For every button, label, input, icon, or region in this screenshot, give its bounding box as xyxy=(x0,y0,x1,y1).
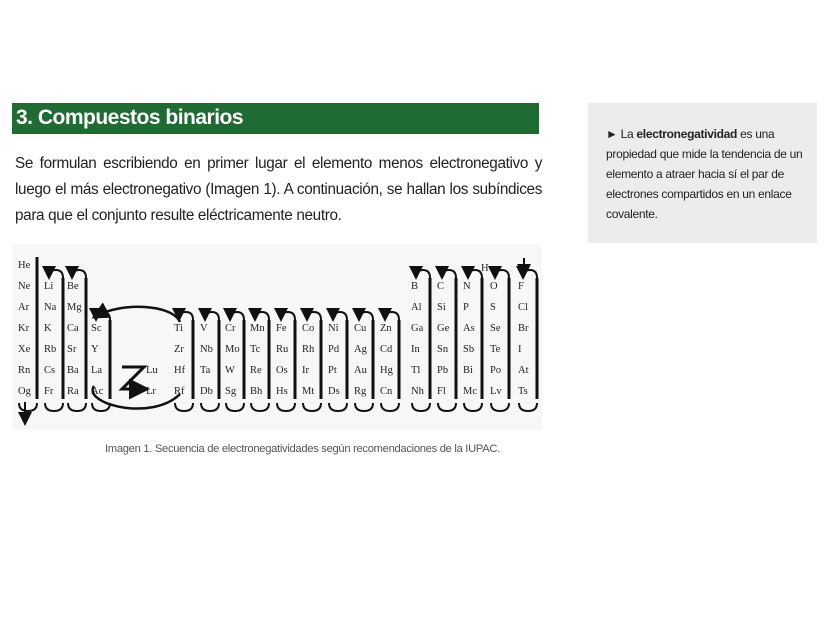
element-mo: Mo xyxy=(225,344,240,355)
sidebar-note xyxy=(588,103,817,243)
element-ru: Ru xyxy=(276,344,289,355)
element-re: Re xyxy=(250,365,262,376)
element-cl: Cl xyxy=(518,302,528,313)
element-rn: Rn xyxy=(18,365,31,376)
u-turn-arrow-icon xyxy=(412,403,430,411)
element-cn: Cn xyxy=(380,386,393,397)
u-turn-arrow-icon xyxy=(45,403,63,411)
element-o: O xyxy=(490,281,498,292)
u-turn-arrow-icon xyxy=(226,403,244,411)
u-turn-arrow-icon xyxy=(491,403,509,411)
curved-arrow-icon xyxy=(385,312,399,320)
curved-arrow-icon xyxy=(442,270,456,278)
sidebar-before: La xyxy=(620,127,637,141)
curved-arrow-icon xyxy=(230,312,244,320)
element-sn: Sn xyxy=(437,344,449,355)
element-mt: Mt xyxy=(302,386,315,397)
element-at: At xyxy=(518,365,529,376)
element-xe: Xe xyxy=(18,344,31,355)
curved-arrow-icon xyxy=(72,270,86,278)
element-rb: Rb xyxy=(44,344,57,355)
curved-arrow-icon xyxy=(495,270,509,278)
element-og: Og xyxy=(18,386,31,397)
element-ac: Ac xyxy=(91,386,104,397)
element-db: Db xyxy=(200,386,213,397)
element-f: F xyxy=(518,281,524,292)
element-zr: Zr xyxy=(174,344,184,355)
element-b: B xyxy=(411,281,419,292)
element-in: In xyxy=(411,344,420,355)
element-hf: Hf xyxy=(174,365,186,376)
element-cr: Cr xyxy=(225,323,236,334)
section-title: 3. Compuestos binarios xyxy=(16,106,244,129)
element-la: La xyxy=(91,365,103,376)
element-ca: Ca xyxy=(67,323,79,334)
element-pt: Pt xyxy=(328,365,337,376)
element-bh: Bh xyxy=(250,386,263,397)
u-turn-arrow-icon xyxy=(381,403,399,411)
element-lr: Lr xyxy=(146,386,156,397)
curved-arrow-icon xyxy=(255,312,269,320)
u-turn-arrow-icon xyxy=(464,403,482,411)
element-sc: Sc xyxy=(91,323,102,334)
element-co: Co xyxy=(302,323,315,334)
element-li: Li xyxy=(44,281,54,292)
element-te: Te xyxy=(490,344,501,355)
element-nb: Nb xyxy=(200,344,213,355)
element-i: I xyxy=(518,344,522,355)
element-ni: Ni xyxy=(328,323,339,334)
element-n: N xyxy=(463,281,471,292)
element-h: H xyxy=(481,263,489,274)
element-k: K xyxy=(44,323,52,334)
curved-arrow-icon xyxy=(468,270,482,278)
element-mc: Mc xyxy=(463,386,477,397)
element-fe: Fe xyxy=(276,323,287,334)
curved-arrow-icon xyxy=(307,312,321,320)
element-as: As xyxy=(463,323,475,334)
element-hs: Hs xyxy=(276,386,288,397)
intro-paragraph: Se formulan escribiendo en primer lugar el elemento menos electronegativo y luego el más electronegativo (Imagen 1). A continuación, se hallan los subíndices para que el conjunto resulte eléctricamente neutro. xyxy=(15,155,542,224)
curved-arrow-icon xyxy=(333,312,347,320)
element-ra: Ra xyxy=(67,386,79,397)
u-turn-arrow-icon xyxy=(355,403,373,411)
u-turn-arrow-icon xyxy=(251,403,269,411)
element-ir: Ir xyxy=(302,365,309,376)
curved-arrow-icon xyxy=(523,270,537,278)
element-bi: Bi xyxy=(463,365,473,376)
u-turn-arrow-icon xyxy=(201,403,219,411)
element-pb: Pb xyxy=(437,365,449,376)
element-cu: Cu xyxy=(354,323,367,334)
element-ga: Ga xyxy=(411,323,424,334)
element-c: C xyxy=(437,281,445,292)
element-ts: Ts xyxy=(518,386,528,397)
element-ta: Ta xyxy=(200,365,211,376)
u-turn-arrow-icon xyxy=(175,403,193,411)
element-mg: Mg xyxy=(67,302,82,313)
element-os: Os xyxy=(276,365,288,376)
zigzag-arrow-icon xyxy=(122,367,144,389)
curved-arrow-icon xyxy=(281,312,295,320)
curved-arrow-icon xyxy=(179,312,193,320)
element-s: S xyxy=(490,302,496,313)
u-turn-arrow-icon xyxy=(438,403,456,411)
element-ne: Ne xyxy=(18,281,31,292)
element-be: Be xyxy=(67,281,79,292)
element-se: Se xyxy=(490,323,501,334)
element-sg: Sg xyxy=(225,386,237,397)
element-nh: Nh xyxy=(411,386,424,397)
u-turn-arrow-icon xyxy=(68,403,86,411)
element-tl: Tl xyxy=(411,365,421,376)
u-turn-arrow-icon xyxy=(277,403,295,411)
element-fr: Fr xyxy=(44,386,54,397)
element-na: Na xyxy=(44,302,57,313)
element-ge: Ge xyxy=(437,323,450,334)
element-ba: Ba xyxy=(67,365,79,376)
u-turn-arrow-icon xyxy=(303,403,321,411)
element-pd: Pd xyxy=(328,344,340,355)
section-header xyxy=(12,103,539,134)
element-br: Br xyxy=(518,323,529,334)
element-ar: Ar xyxy=(18,302,30,313)
u-turn-arrow-icon xyxy=(329,403,347,411)
curved-arrow-icon xyxy=(416,270,430,278)
element-cs: Cs xyxy=(44,365,56,376)
sidebar-text xyxy=(606,124,806,224)
element-sb: Sb xyxy=(463,344,475,355)
element-rf: Rf xyxy=(174,386,185,397)
element-ti: Ti xyxy=(174,323,183,334)
element-au: Au xyxy=(354,365,367,376)
element-ds: Ds xyxy=(328,386,340,397)
element-fl: Fl xyxy=(437,386,446,397)
curved-arrow-icon xyxy=(49,270,63,278)
u-turn-arrow-icon xyxy=(519,403,537,411)
element-rg: Rg xyxy=(354,386,367,397)
element-w: W xyxy=(225,365,235,376)
element-he: He xyxy=(18,260,31,271)
sidebar-term: electronegatividad xyxy=(636,127,738,141)
sidebar-after: es una propiedad que mide la tendencia de un elemento a atraer hacia sí el par de electrones compartidos en un enlace covalente. xyxy=(606,127,803,221)
element-mn: Mn xyxy=(250,323,265,334)
u-turn-arrow-icon xyxy=(19,403,37,411)
element-hg: Hg xyxy=(380,365,393,376)
element-zn: Zn xyxy=(380,323,392,334)
curved-arrow-icon xyxy=(359,312,373,320)
element-ag: Ag xyxy=(354,344,367,355)
element-tc: Tc xyxy=(250,344,261,355)
element-kr: Kr xyxy=(18,323,30,334)
element-p: P xyxy=(463,302,469,313)
figure-caption: Imagen 1. Secuencia de electronegatividades según recomendaciones de la IUPAC. xyxy=(105,443,500,455)
element-rh: Rh xyxy=(302,344,315,355)
curved-arrow-icon xyxy=(205,312,219,320)
electronegativity-sequence-diagram xyxy=(12,244,542,430)
element-po: Po xyxy=(490,365,502,376)
element-lv: Lv xyxy=(490,386,502,397)
triangle-marker-icon: ► xyxy=(606,127,618,141)
element-al: Al xyxy=(411,302,422,313)
element-y: Y xyxy=(91,344,99,355)
element-cd: Cd xyxy=(380,344,393,355)
element-si: Si xyxy=(437,302,446,313)
element-v: V xyxy=(200,323,208,334)
element-sr: Sr xyxy=(67,344,77,355)
electronegativity-figure xyxy=(12,244,542,430)
element-lu: Lu xyxy=(146,365,158,376)
